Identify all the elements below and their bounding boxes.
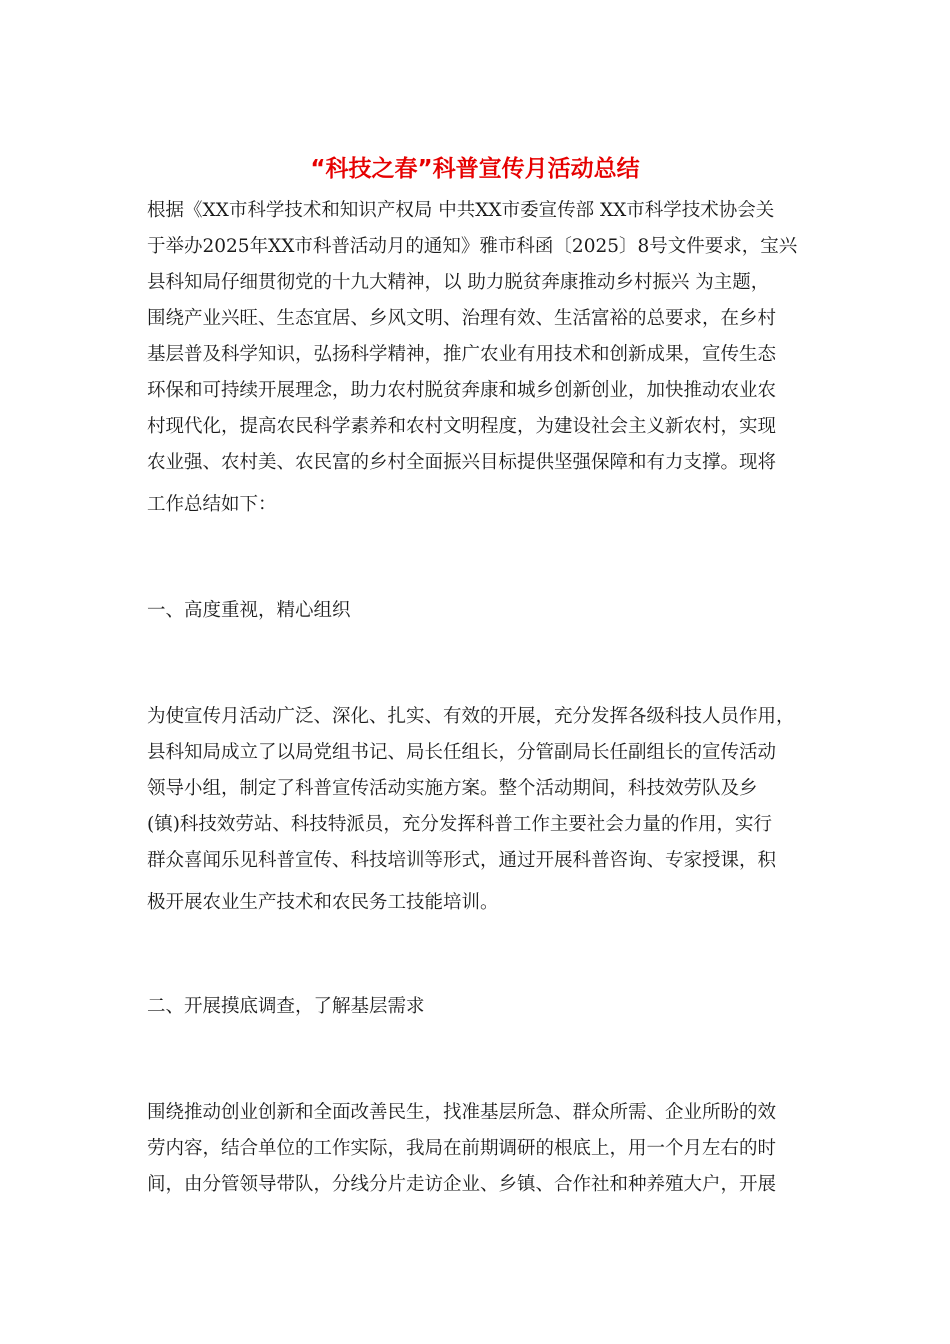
text-line: 极开展农业生产技术和农民务工技能培训。 [147, 892, 499, 913]
text-line: 劳内容，结合单位的工作实际，我局在前期调研的根底上，用一个月左右的时 [147, 1138, 777, 1159]
text-line: 县科知局仔细贯彻党的十九大精神，以 助力脱贫奔康推动乡村振兴 为主题， [147, 272, 770, 293]
text-line: 群众喜闻乐见科普宣传、科技培训等形式，通过开展科普咨询、专家授课，积 [147, 850, 777, 871]
section-heading-1: 一、高度重视，精心组织 [147, 600, 351, 621]
text-line: 工作总结如下： [147, 494, 277, 515]
document-title: “科技之春”科普宣传月活动总结 [310, 156, 640, 182]
text-line: (镇)科技效劳站、科技特派员，充分发挥科普工作主要社会力量的作用，实行 [147, 814, 772, 835]
text-line: 围绕产业兴旺、生态宜居、乡风文明、治理有效、生活富裕的总要求，在乡村 [147, 308, 777, 329]
text-line: 环保和可持续开展理念，助力农村脱贫奔康和城乡创新创业，加快推动农业农 [147, 380, 777, 401]
text-line: 为使宣传月活动广泛、深化、扎实、有效的开展，充分发挥各级科技人员作用， [147, 706, 795, 727]
text-line: 围绕推动创业创新和全面改善民生，找准基层所急、群众所需、企业所盼的效 [147, 1102, 777, 1123]
text-line: 村现代化，提高农民科学素养和农村文明程度，为建设社会主义新农村，实现 [147, 416, 777, 437]
text-line: 基层普及科学知识，弘扬科学精神，推广农业有用技术和创新成果，宣传生态 [147, 344, 777, 365]
text-line: 领导小组，制定了科普宣传活动实施方案。整个活动期间，科技效劳队及乡 [147, 778, 758, 799]
text-line: 根据《XX市科学技术和知识产权局 中共XX市委宣传部 XX市科学技术协会关 [147, 200, 775, 221]
section-heading-2: 二、开展摸底调查，了解基层需求 [147, 996, 425, 1017]
text-line: 于举办2025年XX市科普活动月的通知》雅市科函〔2025〕8号文件要求，宝兴 [147, 236, 798, 257]
text-line: 农业强、农村美、农民富的乡村全面振兴目标提供坚强保障和有力支撑。现将 [147, 452, 777, 473]
text-line: 县科知局成立了以局党组书记、局长任组长，分管副局长任副组长的宣传活动 [147, 742, 777, 763]
text-line: 间，由分管领导带队，分线分片走访企业、乡镇、合作社和种养殖大户，开展 [147, 1174, 777, 1195]
